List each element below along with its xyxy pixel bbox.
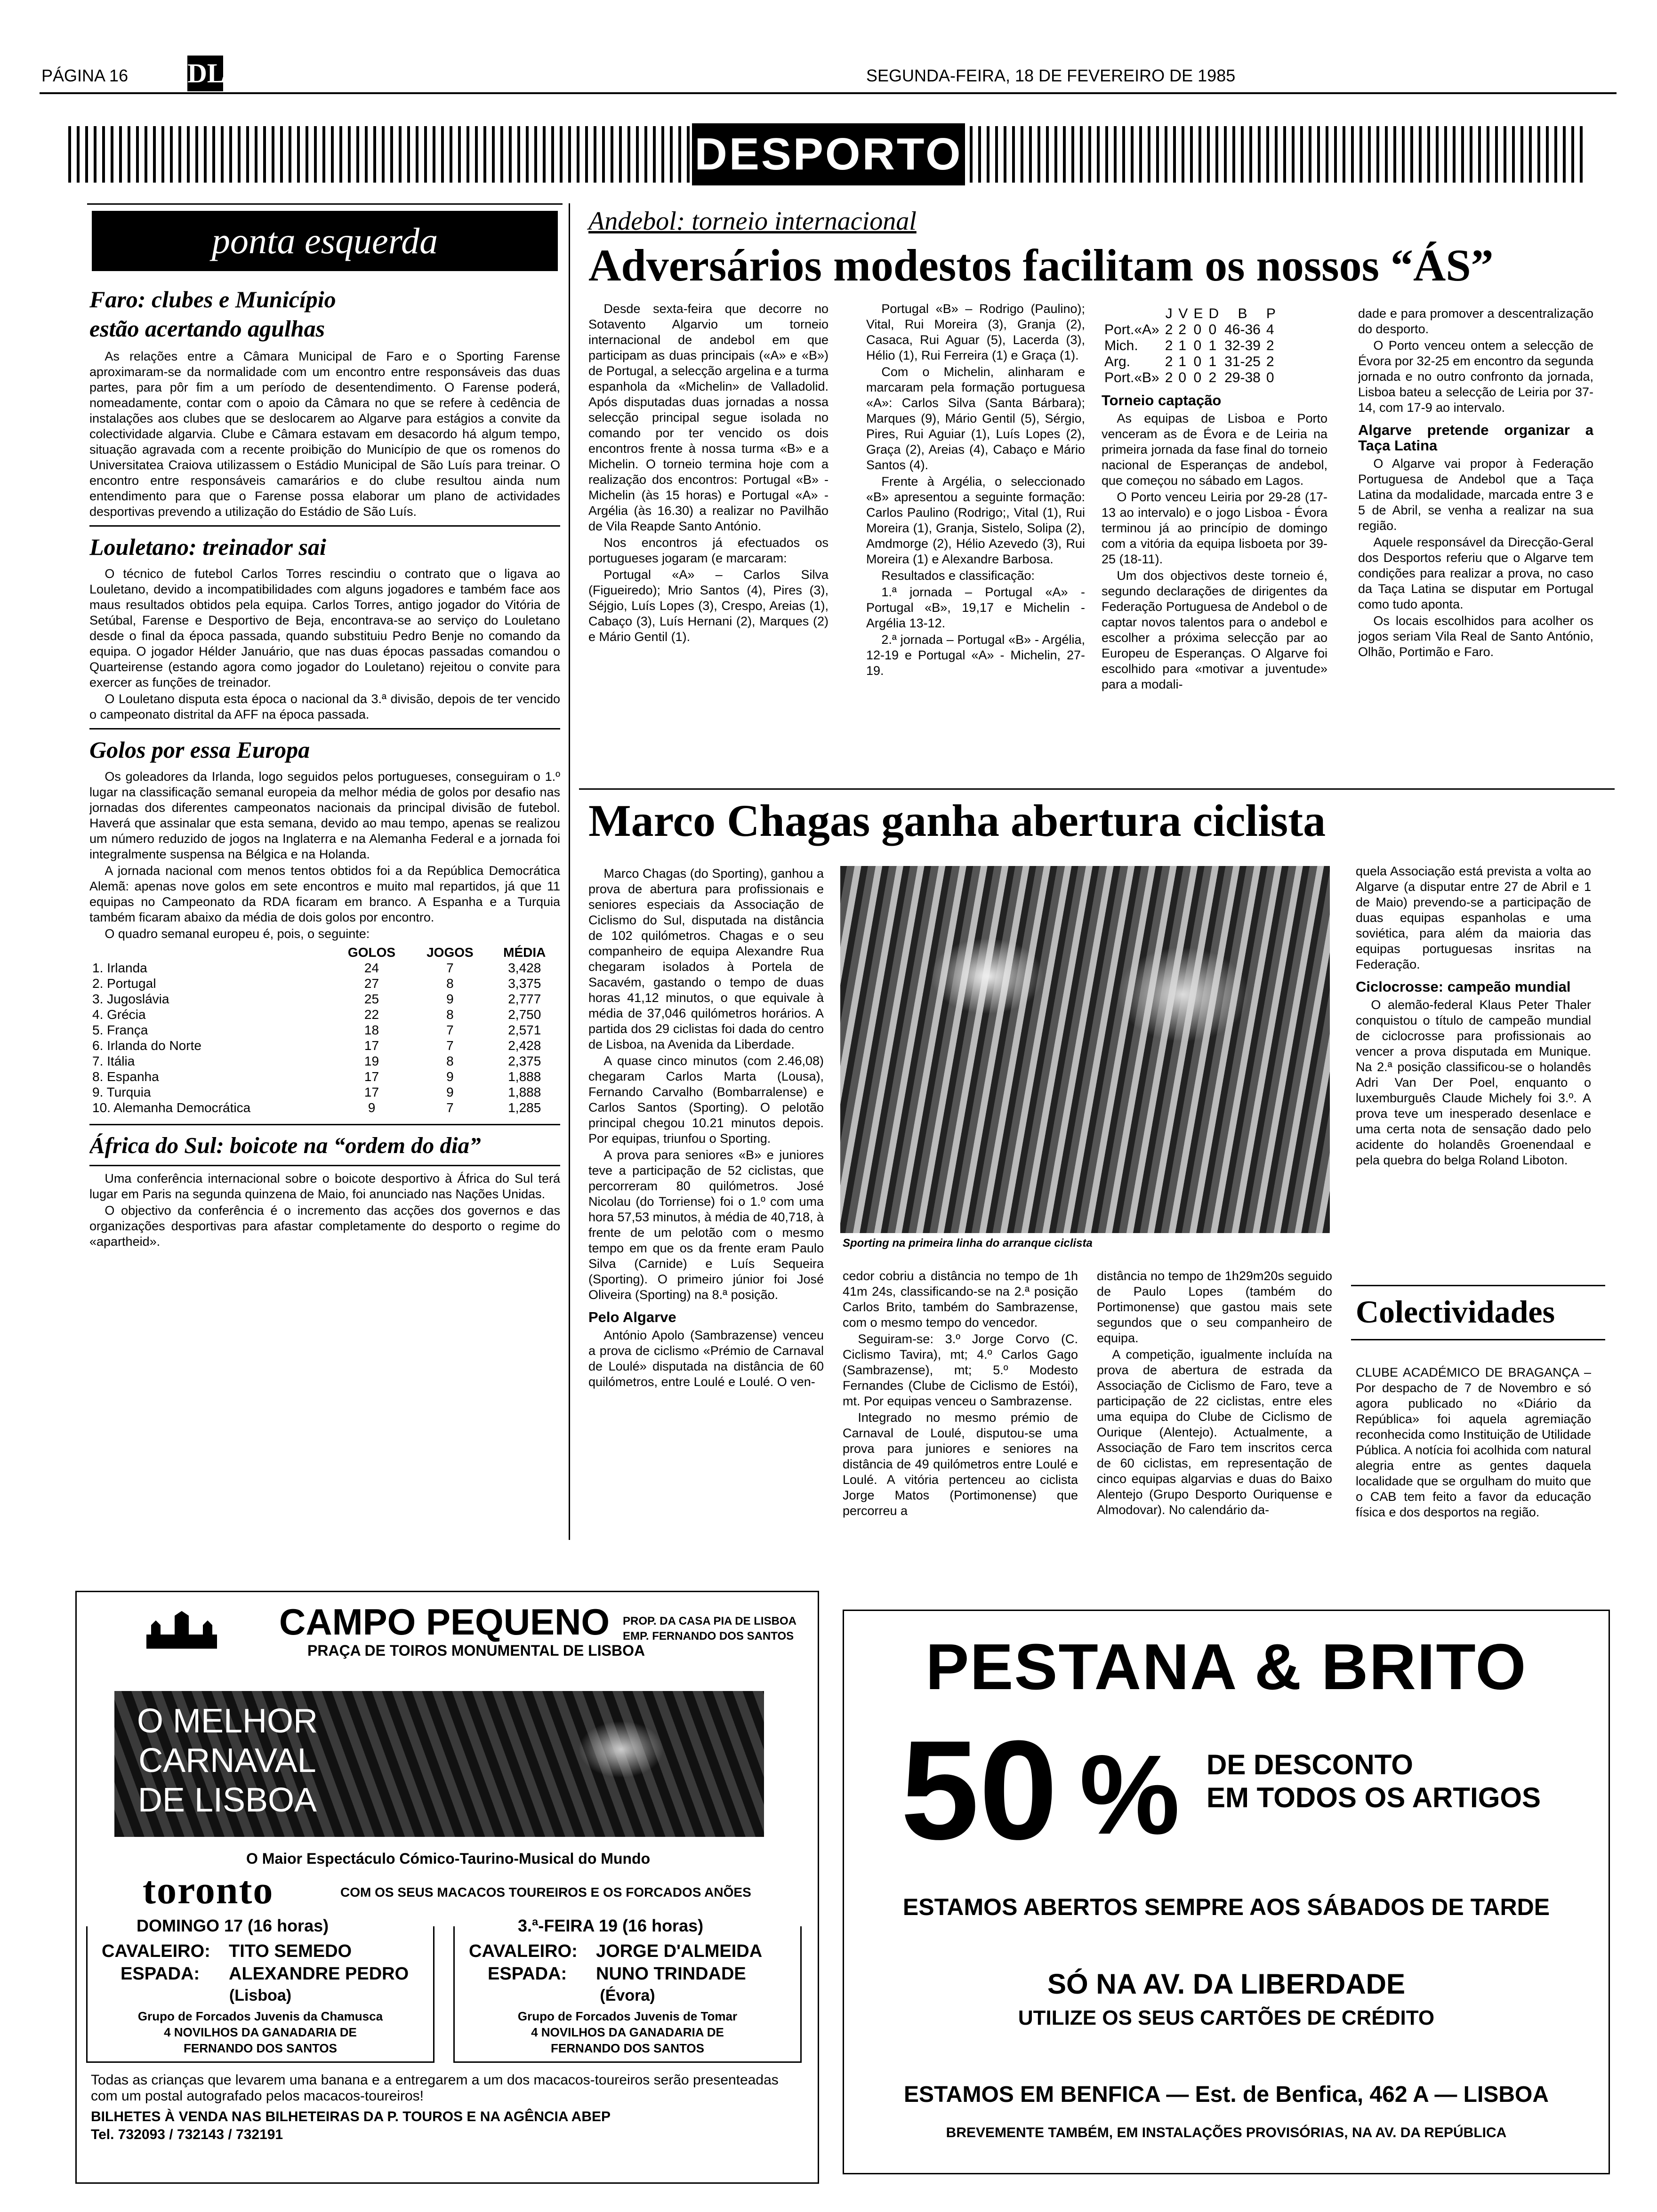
team: 7. Itália xyxy=(92,1054,135,1068)
section-band-right xyxy=(970,126,1586,183)
table-row xyxy=(89,1022,560,1038)
d1-cavaleiro-label: CAVALEIRO: xyxy=(102,1941,210,1961)
left-column-top-rule xyxy=(87,203,563,205)
andebol-c4p3: O Algarve vai propor à Federação Portuguesa de Andebol que a Taça Latina da modalidade, marcada entre 3 e 5 de Abril, se venha a realizar na sua região. xyxy=(1358,457,1593,533)
table-header: JOGOS xyxy=(426,945,474,960)
games: 9 xyxy=(446,1085,454,1099)
africa-title: África do Sul: boicote na “ordem do dia” xyxy=(89,1132,481,1158)
colectividades-p1: CLUBE ACADÉMICO DE BRAGANÇA – Por despacho de 7 de Novembro e só agora publicado no «Diário da República» foi aquela agremiação reconhecida como Instituição de Utilidade Pública. A notícia foi acolhida com natural alegria entre as gentes daquela localidade que se orgulham do muito que o CAB tem feito a favor da educação física e dos desportos na região. xyxy=(1356,1365,1591,1519)
team: 2. Portugal xyxy=(92,976,156,991)
ciclismo-col-4 xyxy=(1356,864,1591,1292)
page-date: SEGUNDA-FEIRA, 18 DE FEVEREIRO DE 1985 xyxy=(866,66,1236,85)
divider xyxy=(89,1124,560,1125)
cell: 0 xyxy=(1266,370,1274,385)
team: 8. Espanha xyxy=(92,1069,159,1084)
ad-campo-banner xyxy=(114,1691,764,1837)
ad-pestana-line-1: ESTAMOS ABERTOS SEMPRE AOS SÁBADOS DE TARDE xyxy=(902,1894,1550,1920)
ad-campo-owner-1: PROP. DA CASA PIA DE LISBOA xyxy=(623,1615,796,1627)
cell: 2 xyxy=(1266,354,1274,369)
d1-espada: ALEXANDRE PEDRO xyxy=(229,1964,409,1984)
faro-title-2: estão acertando agulhas xyxy=(89,315,325,342)
table-row xyxy=(89,991,560,1007)
ad-pestana-title: PESTANA & BRITO xyxy=(925,1631,1527,1703)
ciclismo-col-1 xyxy=(588,866,824,1534)
andebol-c1p2: Nos encontros já efectuados os portugueses jogaram (e marcaram: xyxy=(588,536,828,565)
goals: 24 xyxy=(364,961,379,975)
goals: 17 xyxy=(364,1038,379,1053)
ponta-esquerda-banner xyxy=(92,211,558,271)
date-box-2-header: 3.ª-FEIRA 19 (16 horas) xyxy=(511,1916,710,1936)
divider xyxy=(89,525,560,527)
goals: 19 xyxy=(364,1054,379,1068)
cell: 32-39 xyxy=(1224,338,1261,353)
table-row xyxy=(1102,322,1279,338)
ciclismo-c2p1: cedor cobriu a distância no tempo de 1h 41m 24s, classificando-se na 2.ª posição Carlos Brito, também do Sambrazense, com o mesmo tempo do vencedor. xyxy=(843,1269,1078,1330)
d1-line-1: Grupo de Forcados Juvenis da Chamusca xyxy=(137,2009,383,2023)
ad-pestana-line-5: BREVEMENTE TAMBÉM, EM INSTALAÇÕES PROVISÓRIAS, NA AV. DA REPÚBLICA xyxy=(946,2125,1507,2140)
goals: 22 xyxy=(364,1007,379,1022)
team: 5. França xyxy=(92,1023,148,1037)
ciclismo-c1p4: António Apolo (Sambrazense) venceu a prova de ciclismo «Prémio de Carnaval de Loulé» disputada na distância de 60 quilómetros, entre Loulé e Loulé. O ven- xyxy=(588,1328,824,1389)
goals: 18 xyxy=(364,1023,379,1037)
cell: 0 xyxy=(1208,322,1217,337)
table-row xyxy=(89,1084,560,1100)
torneio-captacao-title: Torneio captação xyxy=(1102,392,1222,409)
d2-espada-place: (Évora) xyxy=(600,1987,655,2004)
goals: 17 xyxy=(364,1085,379,1099)
header-rule xyxy=(40,92,1617,94)
andebol-c4p5: Os locais escolhidos para acolher os jogos seriam Vila Real de Santo António, Olhão, Portimão e Faro. xyxy=(1358,614,1593,659)
cell: 4 xyxy=(1266,322,1274,337)
ciclismo-c3p1: distância no tempo de 1h29m20s seguido de Paulo Lopes (também do Portimonense) que gastou mais sete segundos que o seu companheiro de equipa. xyxy=(1097,1269,1332,1345)
table-header: GOLOS xyxy=(347,945,396,960)
cell: 46-36 xyxy=(1224,322,1261,337)
cycling-photo xyxy=(840,866,1330,1233)
andebol-c3p2: O Porto venceu Leiria por 29-28 (17-13 ao intervalo) e o jogo Lisboa - Évora terminou já ao princípio de domingo com a vitória da equipa lisboeta por 39-25 (18-11). xyxy=(1102,490,1327,566)
ad-campo-brand: toronto xyxy=(143,1868,274,1912)
left-column xyxy=(89,285,560,1555)
team: 10. Alemanha Democrática xyxy=(92,1100,251,1115)
d2-cavaleiro: JORGE D'ALMEIDA xyxy=(596,1941,763,1961)
team: Arg. xyxy=(1104,354,1131,369)
louletano-title: Louletano: treinador sai xyxy=(89,534,326,560)
average: 2,571 xyxy=(508,1023,541,1037)
team: 3. Jugoslávia xyxy=(92,992,169,1006)
cell: 2 xyxy=(1266,338,1274,353)
table-header: J xyxy=(1165,306,1173,321)
ciclismo-c4p1: quela Associação está prevista a volta ao Algarve (a disputar entre 27 de Abril e 1 de Maio) prevendo-se a participação de duas equipas espanholas e uma soviética, para além da maioria das equipas portuguesas insritas na Federação. xyxy=(1356,864,1591,971)
table-header: B xyxy=(1238,306,1247,321)
ad-pestana-percent: 50 xyxy=(901,1711,1058,1869)
ad-campo-owner-2: EMP. FERNANDO DOS SANTOS xyxy=(623,1630,794,1643)
andebol-col-3 xyxy=(1102,306,1327,791)
ad-pestana-desc-2: EM TODOS OS ARTIGOS xyxy=(1207,1782,1541,1813)
colectividades-rule xyxy=(1351,1339,1605,1340)
divider xyxy=(89,728,560,729)
table-row xyxy=(89,1038,560,1053)
table-header: MÉDIA xyxy=(503,945,546,960)
games: 8 xyxy=(446,1054,454,1068)
cell: 2 xyxy=(1165,338,1173,353)
table-header xyxy=(1102,306,1162,322)
cell: 29-38 xyxy=(1224,370,1261,385)
ad-pestana-percent-sign: % xyxy=(1079,1731,1180,1858)
ciclismo-c1p2: A quase cinco minutos (com 2.46,08) chegaram Carlos Marta (Lousa), Fernando Carvalho (Bombarralense) e Carlos Santos (Sporting). O pelotão principal chegou 10.21 minutos depois. Por equipas, triunfou o Sporting. xyxy=(588,1054,824,1146)
games: 7 xyxy=(446,961,454,975)
table-row xyxy=(89,1100,560,1115)
cell: 0 xyxy=(1193,354,1202,369)
ad-pestana-line-4: ESTAMOS EM BENFICA — Est. de Benfica, 462 A — LISBOA xyxy=(904,2082,1549,2107)
date-box-2 xyxy=(453,1916,802,2063)
team: 9. Turquia xyxy=(92,1085,151,1099)
ciclismo-c2p2: Seguiram-se: 3.º Jorge Corvo (C. Ciclismo Tavira), mt; 4.º Carlos Gago (Sambrazense), mt; 5.º Modesto Fernandes (Clube de Ciclismo de Estói), mt. Por equipas venceu o Sambrazense. xyxy=(843,1332,1078,1408)
golos-p3: O quadro semanal europeu é, pois, o seguinte: xyxy=(105,927,370,941)
ad-campo-footer-2: BILHETES À VENDA NAS BILHETEIRAS DA P. TOUROS E NA AGÊNCIA ABEP xyxy=(91,2109,611,2124)
average: 2,428 xyxy=(508,1038,541,1053)
ad-campo-brand-sub: COM OS SEUS MACACOS TOUREIROS E OS FORCADOS ANÕES xyxy=(340,1885,751,1899)
andebol-c3p1: As equipas de Lisboa e Porto venceram as de Évora e de Leiria na primeira jornada da fase final do torneio nacional de Esperanças de andebol, que começou no sábado em Lagos. xyxy=(1102,411,1327,488)
pelo-algarve-title: Pelo Algarve xyxy=(588,1309,676,1325)
ciclocrosse-title: Ciclocrosse: campeão mundial xyxy=(1356,978,1571,995)
ciclismo-c3p2: A competição, igualmente incluída na prova de abertura de estrada da Associação de Ciclismo de Faro, teve a participação de 22 ciclistas, entre eles uma equipa do Clube de Ciclismo de Ourique (Alentejo). Actualmente, a Associação de Faro tem inscritos cerca de 60 ciclistas, em representação de cinco equipas algarvias e duas do Baixo Alentejo (Grupo Desporto Ouriquense e Almodovar). No calendário da- xyxy=(1097,1347,1332,1517)
castle-icon xyxy=(146,1611,217,1649)
d2-espada: NUNO TRINDADE xyxy=(596,1964,746,1984)
africa-p2: O objectivo da conferência é o incremento das acções dos governos e das organizações desportivas para afastar completamente do desporto o regime do «apartheid». xyxy=(89,1203,560,1249)
average: 1,285 xyxy=(508,1100,541,1115)
games: 9 xyxy=(446,1069,454,1084)
andebol-col-2 xyxy=(866,301,1085,786)
ciclismo-headline: Marco Chagas ganha abertura ciclista xyxy=(588,795,1326,846)
section-band-left xyxy=(68,126,690,183)
section-title: DESPORTO xyxy=(692,123,965,185)
goals: 25 xyxy=(364,992,379,1006)
goals: 9 xyxy=(368,1100,376,1115)
louletano-p2: O Louletano disputa esta época o nacional da 3.ª divisão, depois de ter vencido o campeonato distrital da AFF na época passada. xyxy=(89,692,560,721)
cell: 0 xyxy=(1178,370,1187,385)
team: 4. Grécia xyxy=(92,1007,146,1022)
louletano-p1: O técnico de futebol Carlos Torres rescindiu o contrato que o ligava ao Louletano, devido a incompatibilidades com alguns jogadores e também face aos maus resultados obtidos pela equipa. Carlos Torres, antigo jogador do Vitória de Setúbal, Farense e Desportivo de Beja, encontrava-se ao serviço do Louletano desde o final da época passada, quando substituiu Pedro Benje no comando da equipa. O jogador Hélder Januário, que nas duas épocas passadas comandou o Quarteirense (estando agora como jogador do Louletano) rejeitou o convite para exercer as funções de treinador. xyxy=(89,567,560,689)
table-row xyxy=(89,960,560,976)
andebol-c2p5: 1.ª jornada – Portugal «A» - Portugal «B», 19,17 e Michelin - Argélia 13-12. xyxy=(866,585,1085,630)
ciclismo-c2p3: Integrado no mesmo prémio de Carnaval de Loulé, disputou-se uma prova para juniores e seniores na distância de 49 quilómetros entre Loulé e Loulé. A vitória pertenceu ao ciclista Jorge Matos (Portimonense) que percorreu a xyxy=(843,1411,1078,1518)
date-box-1 xyxy=(86,1916,434,2063)
andebol-c2p3: Frente à Argélia, o seleccionado «B» apresentou a seguinte formação: Carlos Paulino (Rodrigo;, Vital (1), Rui Moreira (1), Granja, Sistelo, Solipa (2), Amdmorge (2), Hélio Azevedo (3), Rui Moreira (1) e Alexandre Barbosa. xyxy=(866,474,1085,566)
average: 3,428 xyxy=(508,961,541,975)
cell: 0 xyxy=(1193,322,1202,337)
andebol-c3p3: Um dos objectivos deste torneio é, segundo declarações de dirigentes da Federação Portuguesa de Andebol o de captar novos talentos para o andebol e escolher a próxima selecção par ao Europeu de Esperanças. O Algarve foi escolhido para «motivar a juventude» para a modali- xyxy=(1102,569,1327,691)
ponta-esquerda-title: ponta esquerda xyxy=(211,220,438,261)
d1-cavaleiro: TITO SEMEDO xyxy=(229,1941,352,1961)
ad-campo-footer-1: Todas as crianças que levarem uma banana e a entregarem a um dos macacos-toureiros serão presenteadas com um postal autografado pelos macacos-toureiros! xyxy=(91,2072,779,2104)
cell: 2 xyxy=(1165,354,1173,369)
ad-campo-subtitle: PRAÇA DE TOIROS MONUMENTAL DE LISBOA xyxy=(307,1642,645,1659)
andebol-bottom-rule xyxy=(579,788,1615,790)
games: 8 xyxy=(446,1007,454,1022)
colectividades-title: Colectividades xyxy=(1356,1294,1555,1330)
andebol-col-1 xyxy=(588,301,828,786)
ciclismo-col-2 xyxy=(843,1268,1078,1541)
games: 7 xyxy=(446,1038,454,1053)
photo-caption: Sporting na primeira linha do arranque ciclista xyxy=(843,1237,1093,1250)
andebol-c2p6: 2.ª jornada – Portugal «B» - Argélia, 12-19 e Portugal «A» - Michelin, 27-19. xyxy=(866,633,1085,678)
d2-line-1: Grupo de Forcados Juvenis de Tomar xyxy=(517,2009,738,2023)
table-row xyxy=(89,976,560,991)
andebol-c4p2: O Porto venceu ontem a selecção de Évora por 32-25 em encontro da segunda jornada e no outro confronto da jornada, Lisboa bateu a selecção de Leiria por 37-14, com 17-9 ao intervalo. xyxy=(1358,338,1593,415)
ad-pestana-brito xyxy=(843,1610,1610,2174)
page-number: PÁGINA 16 xyxy=(41,66,129,85)
ad-campo-pequeno xyxy=(75,1591,819,2184)
left-column-right-rule xyxy=(569,203,570,1540)
table-row xyxy=(1102,338,1279,354)
games: 9 xyxy=(446,992,454,1006)
goals: 27 xyxy=(364,976,379,991)
table-row xyxy=(1102,370,1279,386)
standings-table xyxy=(1102,306,1279,386)
andebol-c1p3: Portugal «A» – Carlos Silva (Figueiredo); Mrio Santos (4), Pires (3), Séjgio, Luís Lopes (3), Crespo, Areias (1), Cabaço (3), Luís Hernani (2), Marques (2) e Mário Gentil (1). xyxy=(588,568,828,644)
ciclismo-col-3 xyxy=(1097,1268,1332,1541)
average: 2,750 xyxy=(508,1007,541,1022)
table-row xyxy=(89,1069,560,1084)
ad-campo-big-1: O MELHOR xyxy=(137,1702,318,1740)
cell: 1 xyxy=(1208,354,1217,369)
team: 1. Irlanda xyxy=(92,961,147,975)
team: 6. Irlanda do Norte xyxy=(92,1038,201,1053)
cell: 2 xyxy=(1165,322,1173,337)
games: 7 xyxy=(446,1023,454,1037)
taca-latina-title: Algarve pretende organizar a Taça Latina xyxy=(1358,422,1593,454)
table-row xyxy=(89,1053,560,1069)
colectividades-col xyxy=(1356,1365,1591,1544)
andebol-headline: Adversários modestos facilitam os nossos “ÁS” xyxy=(588,240,1494,290)
ad-campo-big-2: CARNAVAL xyxy=(138,1742,316,1779)
golos-p2: A jornada nacional com menos tentos obtidos foi a da República Democrática Alemã: apenas nove golos em sete encontros e muito mal repartidos, já que 11 equipas no Campeonato da RDA ficaram em branco. A Espanha e a Turquia também ficaram abaixo da média de dois golos por encontro. xyxy=(89,864,560,924)
average: 2,375 xyxy=(508,1054,541,1068)
ad-campo-footer-3: Tel. 732093 / 732143 / 732191 xyxy=(91,2127,283,2142)
d2-line-3: FERNANDO DOS SANTOS xyxy=(551,2041,704,2055)
average: 1,888 xyxy=(508,1085,541,1099)
africa-p1: Uma conferência internacional sobre o boicote desportivo à África do Sul terá lugar em Paris na segunda quinzena de Maio, foi anunciado nas Nações Unidas. xyxy=(89,1171,560,1201)
ad-pestana-line-2: SÓ NA AV. DA LIBERDADE xyxy=(1047,1968,1406,2000)
faro-title-1: Faro: clubes e Município xyxy=(89,286,336,313)
d1-espada-label: ESPADA: xyxy=(121,1964,200,1984)
goals: 17 xyxy=(364,1069,379,1084)
team: Port.«A» xyxy=(1104,322,1159,337)
golos-p1: Os goleadores da Irlanda, logo seguidos pelos portugueses, conseguiram o 1.º lugar na classificação semanal europeia da melhor média de golos por desafio nas jornadas dos diferentes campeonatos nacionais da principal divisão de futebol. Haverá que assinalar que esta semana, devido ao mau tempo, apenas se realizou um número reduzido de jogos na Inglaterra e na Alemanha Federal e a jornada foi integralmente suspensa na Bélgica e na Holanda. xyxy=(89,769,560,861)
table-header: V xyxy=(1178,306,1188,321)
table-row xyxy=(89,1007,560,1022)
cell: 0 xyxy=(1193,338,1202,353)
ad-pestana-desc-1: DE DESCONTO xyxy=(1207,1749,1413,1780)
golos-title: Golos por essa Europa xyxy=(89,737,310,763)
table-header: E xyxy=(1193,306,1203,321)
table-row xyxy=(1102,354,1279,370)
ciclismo-c1p1: Marco Chagas (do Sporting), ganhou a prova de abertura para profissionais e seniores especiais da Associação de Ciclismo do Sul, disputada na distância de 102 quilómetros. Chagas e o seu companheiro de equipa Alexandre Rua chegaram isolados à Portela de Sacavém, gastando o tempo de duas horas 41,12 minutos, o que equivale à média de 37,046 quilómetros horários. A partida dos 29 ciclistas foi dada do centro de Lisboa, na Avenida da Liberdade. xyxy=(588,866,824,1051)
cell: 2 xyxy=(1178,322,1187,337)
d2-line-2: 4 NOVILHOS DA GANADARIA DE xyxy=(531,2025,724,2039)
cell: 1 xyxy=(1208,338,1217,353)
divider xyxy=(89,1165,560,1166)
average: 3,375 xyxy=(508,976,541,991)
golos-table xyxy=(89,945,560,1115)
team: Mich. xyxy=(1104,338,1138,353)
andebol-kicker: Andebol: torneio internacional xyxy=(588,207,917,236)
table-header: D xyxy=(1208,306,1219,321)
andebol-c4p1: dade e para promover a descentralização do desporto. xyxy=(1358,306,1593,336)
average: 2,777 xyxy=(508,992,541,1006)
andebol-c4p4: Aquele responsável da Direcção-Geral dos Desportos referiu que o Algarve tem condições para realizar a prova, no caso da Taça Latina se disputar em Portugal como tudo aponta. xyxy=(1358,535,1593,611)
team: Port.«B» xyxy=(1104,370,1159,385)
ad-pestana-line-3: UTILIZE OS SEUS CARTÕES DE CRÉDITO xyxy=(1018,2006,1435,2029)
games: 7 xyxy=(446,1100,454,1115)
andebol-col-4 xyxy=(1358,306,1593,791)
ad-campo-big-3: DE LISBOA xyxy=(137,1781,317,1819)
d2-cavaleiro-label: CAVALEIRO: xyxy=(469,1941,578,1961)
table-header: P xyxy=(1266,306,1276,321)
cell: 31-25 xyxy=(1224,354,1261,369)
d1-line-2: 4 NOVILHOS DA GANADARIA DE xyxy=(164,2025,357,2039)
cell: 0 xyxy=(1193,370,1202,385)
date-box-1-header: DOMINGO 17 (16 horas) xyxy=(130,1916,335,1936)
cell: 2 xyxy=(1208,370,1217,385)
games: 8 xyxy=(446,976,454,991)
ciclismo-c1p3: A prova para seniores «B» e juniores teve a participação de 52 ciclistas, que percorreram 80 quilómetros. José Nicolau (do Torriense) foi o 1.º com uma hora 57,53 minutos, à média de 40,718, à frente de um pelotão com o mesmo tempo em que os da frente eram Paulo Silva (Carnide) e Luís Sequeira (Sporting). O primeiro júnior foi José Oliveira (Sporting) na 8.ª posição. xyxy=(588,1148,824,1302)
andebol-c2p2: Com o Michelin, alinharam e marcaram pela formação portuguesa «A»: Carlos Silva (Santa Bárbara); Marques (9), Mário Gentil (5), Sérgio, Pires, Rui Aguiar (1), Luís Lopes (2), Graça (2), Areias (4), Cabaço e Mário Santos (4). xyxy=(866,365,1085,472)
d1-line-3: FERNANDO DOS SANTOS xyxy=(184,2041,337,2055)
ad-campo-title: CAMPO PEQUENO xyxy=(279,1601,610,1643)
andebol-c2p4: Resultados e classificação: xyxy=(881,569,1035,583)
faro-body: As relações entre a Câmara Municipal de Faro e o Sporting Farense aproximaram-se da normalidade com um encontro entre responsáveis das duas partes, para pôr fim a um período de desentendimento. O Farense poderá, nomeadamente, contar com o apoio da Câmara no que se refere à cedência de instalações aos clubes que se deslocarem ao Algarve para estágios a convite da colectividade algarvia. Clube e Câmara estavam em desacordo há algum tempo, situação agravada com a recente proibição do Município de que os romenos do Universitatea Craiova utilizassem o Estádio Municipal de São Luís para treinar. O encontro entre responsáveis camarários e do clube resultou ainda num entendimento para que o Farense possa elaborar um plano de actividades desportivas prevendo a utilização do Estádio de São Luís. xyxy=(89,349,560,519)
ad-campo-tagline: O Maior Espectáculo Cómico-Taurino-Musical do Mundo xyxy=(246,1850,651,1867)
cell: 1 xyxy=(1178,354,1187,369)
cell: 2 xyxy=(1165,370,1173,385)
cell: 1 xyxy=(1178,338,1187,353)
d1-espada-place: (Lisboa) xyxy=(229,1987,292,2004)
d2-espada-label: ESPADA: xyxy=(488,1964,567,1984)
andebol-c1p1: Desde sexta-feira que decorre no Sotavento Algarvio um torneio internacional de andebol em que participam as duas principais («A» e «B») de Portugal, a selecção argelina e a turma espanhola da «Michelin» de Valladolid. Após disputadas duas jornadas a nossa selecção principal segue isolada no comando por ter vencido os dois encontros frente à nossa turma «B» e a Michelin. O torneio termina hoje com a realização dos encontros: Portugal «B» - Michelin (às 15 horas) e Portugal «A» - Argélia (às 16.30) a realizar no Pavilhão de Vila Reapde Santo António. xyxy=(588,302,828,533)
colectividades-top-rule xyxy=(1351,1285,1605,1286)
andebol-c2p1: Portugal «B» – Rodrigo (Paulino); Vital, Rui Moreira (3), Granja (2), Casaca, Rui Aguar (5), Lacerda (3), Hélio (1), Rui Ferreira (1) e Graça (1). xyxy=(866,302,1085,362)
ciclismo-c4p2: O alemão-federal Klaus Peter Thaler conquistou o título de campeão mundial de ciclocrosse para profissionais ao vencer a prova disputada em Munique. Na 2.ª posição classificou-se o holandês Adri Van Der Poel, enquanto o luxemburguês Claude Michely foi 3.º. A prova teve um inesperado desenlace e uma certa nota de sensação dado pelo acidente do holandês Groenendaal e pela quebra do belga Roland Liboton. xyxy=(1356,998,1591,1167)
average: 1,888 xyxy=(508,1069,541,1084)
newspaper-logo: DL xyxy=(187,56,223,91)
